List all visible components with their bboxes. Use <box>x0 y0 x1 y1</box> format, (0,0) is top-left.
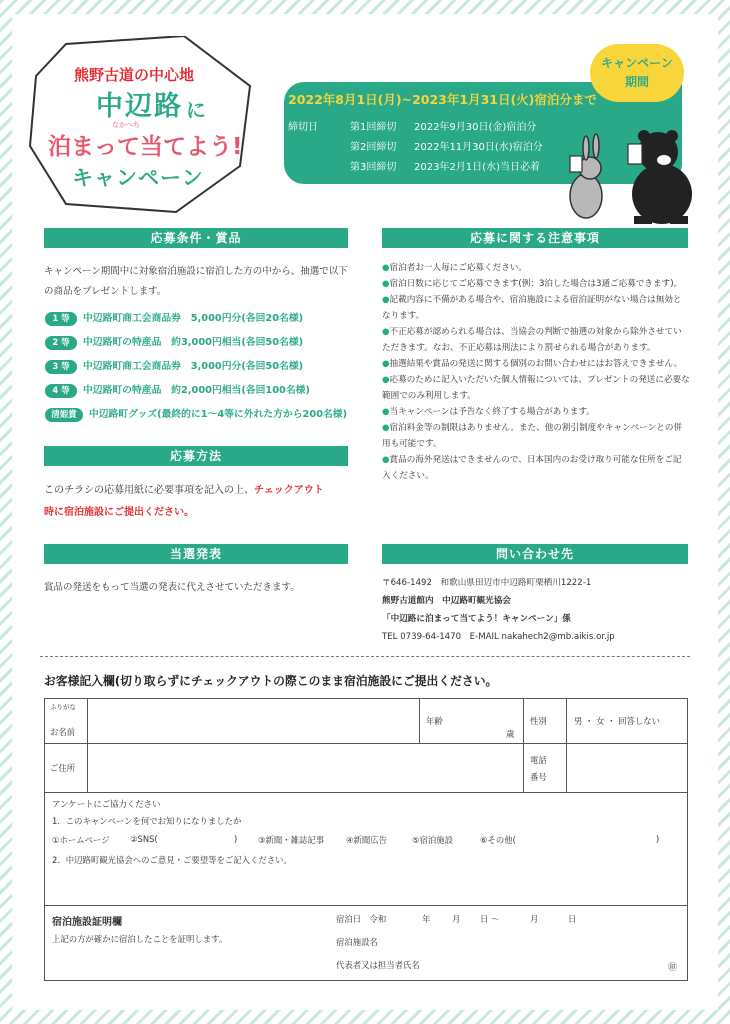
prize-rank-4: 4 等 <box>45 384 77 398</box>
name-label: お名前 <box>50 727 76 737</box>
form-heading: お客様記入欄(切り取らずにチェックアウトの際このまま宿泊施設にご提出ください。 <box>44 674 498 688</box>
note-item <box>382 276 690 292</box>
deadline-date-3: 2023年2月1日(水)当日必着 <box>414 162 540 173</box>
note-text: 宿泊日数に応じてご応募できます(例：3泊した場合は3通ご応募できます)。 <box>389 279 683 289</box>
note-item <box>382 404 690 420</box>
note-text: 賞品の海外発送はできませんので、日本国内のお受け取り可能な住所をご記入ください。 <box>382 455 682 481</box>
method-text-block <box>44 480 354 524</box>
logo-ruby: なかへち <box>112 121 140 129</box>
prize-text-4: 中辺路町の特産品 約2,000円相当(各回100名様) <box>83 385 310 396</box>
q1-option-facility[interactable]: ⑤宿泊施設 <box>412 835 454 845</box>
section-method: 応募方法 <box>44 446 348 466</box>
q1-option-other-close: ) <box>656 834 660 844</box>
survey-q2: 2．中辺路町観光協会へのご意見・ご要望等をご記入ください。 <box>52 855 292 865</box>
note-text: 不正応募が認められる場合は、当協会の判断で抽選の対象から除外させていただきます。なお、不正応募は刑法により罰せられる場合があります。 <box>382 327 682 353</box>
contact-block <box>382 574 698 646</box>
q1-option-sns[interactable]: ②SNS( <box>130 834 158 844</box>
q1-option-newspaper-ad[interactable]: ④新聞広告 <box>346 835 388 845</box>
bullet-icon: ● <box>382 423 390 433</box>
prize-text-5: 中辺路町グッズ(最終的に1～4等に外れた方から200名様) <box>89 409 348 420</box>
note-item <box>382 324 690 356</box>
bullet-icon: ● <box>382 295 390 305</box>
logo-line4: キャンペーン <box>72 166 204 190</box>
note-item <box>382 292 690 324</box>
stay-month: 月 <box>452 914 461 924</box>
note-item <box>382 372 690 404</box>
logo-line2a: 中辺路 <box>96 91 183 122</box>
section-conditions: 応募条件・賞品 <box>44 228 348 248</box>
section-notes: 応募に関する注意事項 <box>382 228 688 248</box>
method-emph-1: チェックアウト <box>254 485 324 496</box>
cert-text: 上記の方が確かに宿泊したことを証明します。 <box>52 934 228 944</box>
deadline-date-2: 2022年11月30日(水)宿泊分 <box>414 142 543 153</box>
note-item <box>382 452 690 484</box>
cert-title: 宿泊施設証明欄 <box>52 917 122 928</box>
prize-4 <box>45 384 310 398</box>
logo <box>26 36 256 214</box>
prize-2 <box>45 336 303 350</box>
prize-text-2: 中辺路町の特産品 約3,000円相当(各回50名様) <box>83 337 304 348</box>
deadline-round-2: 第2回締切 <box>350 142 397 153</box>
section-announce: 当選発表 <box>44 544 348 564</box>
mascot-illustration <box>564 116 716 228</box>
contact-campaign: 「中辺路に泊まって当てよう！キャンペーン」係 <box>382 614 571 624</box>
contact-org: 熊野古道館内 中辺路町観光協会 <box>382 596 511 606</box>
address-field[interactable] <box>87 743 524 793</box>
campaign-badge <box>590 44 684 102</box>
phone-label-2: 番号 <box>530 772 547 782</box>
note-item <box>382 260 690 276</box>
address-label: ご住所 <box>50 763 76 773</box>
phone-label-1: 電話 <box>530 755 547 765</box>
badge-line2: 期間 <box>624 75 649 89</box>
name-field[interactable] <box>87 698 420 744</box>
gender-options: 男 ・ 女 ・ 回答しない <box>574 716 661 726</box>
deadline-date-1: 2022年9月30日(金)宿泊分 <box>414 122 537 133</box>
furigana-label: ふりがな <box>50 703 76 711</box>
stay-day: 日 ～ <box>480 914 500 924</box>
method-text: このチラシの応募用紙に必要事項を記入の上、 <box>44 485 254 496</box>
note-text: 記載内容に不備がある場合や、宿泊施設による宿泊証明がない場合は無効となります。 <box>382 295 682 321</box>
bullet-icon: ● <box>382 327 390 337</box>
period-text: 2022年8月1日(月)~2023年1月31日(火)宿泊分まで <box>288 92 597 107</box>
notes-list <box>382 260 690 484</box>
note-text: 宿泊者お一人毎にご応募ください。 <box>389 263 528 273</box>
logo-line3: 泊まって当てよう! <box>48 134 243 160</box>
age-label: 年齢 <box>426 716 443 726</box>
prize-text-1: 中辺路町商工会商品券 5,000円分(各回20名様) <box>83 313 304 324</box>
prize-rank-5: 清姫賞 <box>45 408 83 422</box>
survey-q1: 1．このキャンペーンを何でお知りになりましたか <box>52 816 242 826</box>
prize-rank-1: 1 等 <box>45 312 77 326</box>
age-unit: 歳 <box>506 729 515 739</box>
prize-5 <box>45 408 347 422</box>
prize-text-3: 中辺路町商工会商品券 3,000円分(各回50名様) <box>83 361 304 372</box>
contact-address: 〒646-1492 和歌山県田辺市中辺路町栗栖川1222-1 <box>382 578 592 588</box>
cut-line <box>40 656 690 657</box>
stay-day-2: 日 <box>568 914 577 924</box>
deadline-round-1: 第1回締切 <box>350 122 397 133</box>
announce-text: 賞品の発送をもって当選の発表に代えさせていただきます。 <box>44 582 300 593</box>
survey-title: アンケートにご協力ください <box>52 799 161 809</box>
bullet-icon: ● <box>382 359 390 369</box>
note-item <box>382 420 690 452</box>
prize-1 <box>45 312 303 326</box>
bullet-icon: ● <box>382 407 390 417</box>
section-contact: 問い合わせ先 <box>382 544 688 564</box>
facility-label: 宿泊施設名 <box>336 937 378 947</box>
logo-line2b: に <box>186 98 206 122</box>
note-text: 抽選結果や賞品の発送に関する個別のお問い合わせにはお答えできません。 <box>389 359 683 369</box>
note-item <box>382 356 690 372</box>
bullet-icon: ● <box>382 263 390 273</box>
q1-option-homepage[interactable]: ①ホームページ <box>52 835 110 845</box>
bullet-icon: ● <box>382 279 390 289</box>
note-text: 応募のために記入いただいた個人情報については、プレゼントの発送に必要な範囲でのみ利用します。 <box>382 375 690 401</box>
deadline-round-3: 第3回締切 <box>350 162 397 173</box>
prize-rank-3: 3 等 <box>45 360 77 374</box>
note-text: 宿泊料金等の制限はありません。また、他の割引制度やキャンペーンとの併用も可能です。 <box>382 423 683 449</box>
stay-month-2: 月 <box>530 914 539 924</box>
contact-tel: TEL 0739-64-1470 E-MAIL nakahech2@mb.aikis.or.jp <box>382 632 615 642</box>
gender-label: 性別 <box>530 716 547 726</box>
flyer-card <box>12 14 718 1010</box>
note-text: 当キャンペーンは予告なく終了する場合があります。 <box>389 407 595 417</box>
badge-line1: キャンペーン <box>601 56 673 70</box>
deadline-label: 締切日 <box>288 122 318 133</box>
bullet-icon: ● <box>382 455 390 465</box>
q1-option-other[interactable]: ⑥その他( <box>480 835 516 845</box>
prize-rank-2: 2 等 <box>45 336 77 350</box>
rabbit-mascot <box>570 134 602 218</box>
logo-line1: 熊野古道の中心地 <box>74 66 195 84</box>
bullet-icon: ● <box>382 375 390 385</box>
conditions-text: キャンペーン期間中に対象宿泊施設に宿泊した方の中から、抽選で以下の商品をプレゼントします。 <box>44 266 348 297</box>
rep-label: 代表者又は担当者氏名 <box>336 960 420 970</box>
phone-label-cell <box>523 743 567 793</box>
seal-icon: ㊞ <box>668 963 678 973</box>
q1-option-newspaper-article[interactable]: ③新聞・雑誌記事 <box>258 835 325 845</box>
prize-3 <box>45 360 303 374</box>
method-emph-2: 時に宿泊施設にご提出ください。 <box>44 507 194 518</box>
stay-label: 宿泊日 令和 <box>336 914 387 924</box>
stay-year: 年 <box>422 914 431 924</box>
bear-mascot <box>628 130 692 224</box>
phone-field[interactable] <box>566 743 688 793</box>
q1-option-sns-close: ) <box>234 834 238 844</box>
